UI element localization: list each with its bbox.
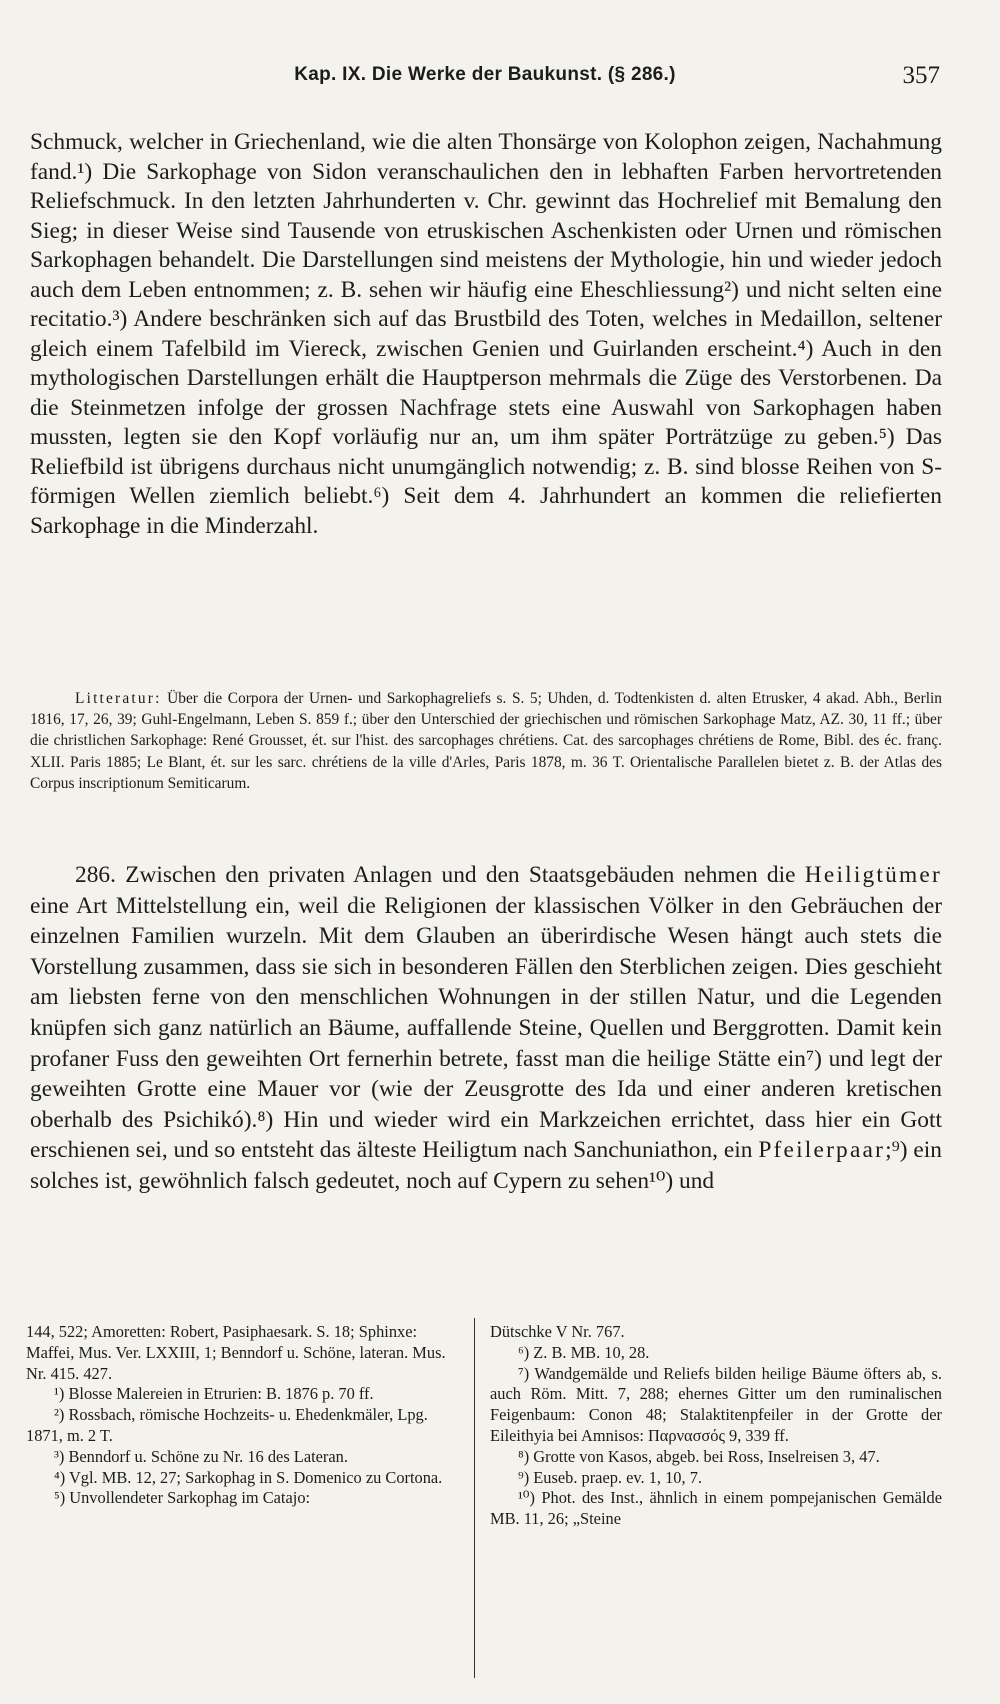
footnote-6: ⁶) Z. B. MB. 10, 28. (518, 1342, 650, 1362)
section-286 (30, 860, 942, 1197)
section-number: 286. (75, 862, 116, 888)
literature-note (30, 688, 942, 794)
footnote-continuation: 144, 522; Amoretten: Robert, Pasiphaesark. S. 18; Sphinxe: Maffei, Mus. Ver. LXXIII, 1; Benndorf u. Schöne, lateran. Mus. Nr. 415. 427. (26, 1322, 446, 1383)
section-text-b: ;⁹) ein solches ist, gewöhnlich falsch gedeutet, noch auf Cypern zu sehen¹⁰) und (30, 1137, 942, 1194)
paragraph-sarcophagi: Schmuck, welcher in Griechenland, wie die alten Thonsärge von Kolophon zeigen, Nachahmung fand.¹) Die Sarkophage von Sidon veranschaulichen den in lebhaften Farben hervortretenden Reliefschmuck. In den letzten Jahrhunderten v. Chr. gewinnt das Hochrelief mit Bemalung den Sieg; in dieser Weise sind Tausende von etruskischen Aschenkisten oder Urnen und römischen Sarkophagen behandelt. Die Darstellungen sind meistens der Mythologie, hin und wieder jedoch auch dem Leben entnommen; z. B. sehen wir häufig eine Eheschliessung²) und nicht selten eine recitatio.³) Andere beschränken sich auf das Brustbild des Toten, welches in Medaillon, seltener gleich einem Tafelbild im Viereck, zwischen Genien und Guirlanden erscheint.⁴) Auch in den mythologischen Darstellungen erhält die Hauptperson mehrmals die Züge des Verstorbenen. Da die Steinmetzen infolge der grossen Nachfrage stets eine Auswahl von Sarkophagen haben mussten, legten sie den Kopf vorläufig nur an, um ihm später Porträtzüge zu geben.⁵) Das Reliefbild ist übrigens durchaus nicht unumgänglich notwendig; z. B. sind blosse Reihen von S-förmigen Wellen ziemlich beliebt.⁶) Seit dem 4. Jahrhundert an kommen die reliefierten Sarkophage in die Minderzahl. (30, 129, 942, 539)
footnotes-left-column (26, 1322, 454, 1509)
literature-text: Über die Corpora der Urnen- und Sarkophagreliefs s. S. 5; Uhden, d. Todtenkisten d. alten Etrusker, 4 akad. Abh., Berlin 1816, 17, 26, 39; Guhl-Engelmann, Leben S. 859 f.; über den Unterschied der griechischen und römischen Sarkophage Matz, AZ. 30, 11 ff.; über die christlichen Sarkophage: René Grousset, ét. sur l'hist. des sarcophages chrétiens. Cat. des sarcophages chrétiens de Rome, Bibl. des éc. franç. XLII. Paris 1885; Le Blant, ét. sur les sarc. chrétiens de la ville d'Arles, Paris 1878, m. 36 T. Orientalische Parallelen bietet z. B. der Atlas des Corpus inscriptionum Semiticarum. (30, 690, 942, 792)
footnote-9: ⁹) Euseb. praep. ev. 1, 10, 7. (518, 1467, 702, 1487)
footnote-4: ⁴) Vgl. MB. 12, 27; Sarkophag in S. Domenico zu Cortona. (54, 1467, 443, 1487)
page-header (30, 62, 940, 98)
footnote-continuation-right: Dütschke V Nr. 767. (490, 1322, 625, 1341)
footnote-7: ⁷) Wandgemälde und Reliefs bilden heilige Bäume öfters ab, s. auch Röm. Mitt. 7, 288; ehernes Gitter um den ruminalischen Feigenbaum: Conon 48; Stalaktitenpfeiler in der Grotte der Eileithyia bei Amnisos: Παρνασσός 9, 339 ff. (490, 1363, 942, 1445)
footnote-column-divider (474, 1318, 475, 1678)
footnote-1: ¹) Blosse Malereien in Etrurien: B. 1876 p. 70 ff. (54, 1384, 374, 1404)
footnote-3: ³) Benndorf u. Schöne zu Nr. 16 des Lateran. (54, 1446, 348, 1466)
section-intro: Zwischen den privaten Anlagen und den Staatsgebäuden nehmen die (125, 862, 796, 888)
section-text-a: eine Art Mittelstellung ein, weil die Religionen der klassischen Völker in den Gebräuchen der einzelnen Familien wurzeln. Mit dem Glauben an überirdische Wesen hängt auch stets die Vorstellung zusammen, dass sie sich in besonderen Fällen den Sterblichen zeigen. Dies geschieht am liebsten ferne von den menschlichen Wohnungen in der stillen Natur, und die Legenden knüpfen sich ganz natürlich an Bäume, auffallende Steine, Quellen und Berggrotten. Damit kein profaner Fuss den geweihten Ort fernerhin betrete, fasst man die heilige Stätte ein⁷) und legt der geweihten Grotte eine Mauer vor (wie der Zeusgrotte des Ida und einer anderen kretischen oberhalb des Psichikó).⁸) Hin und wieder wird ein Markzeichen errichtet, dass hier ein Gott erschienen sei, und so entsteht das älteste Heiligtum nach Sanchuniathon, ein (30, 892, 942, 1164)
page-number: 357 (902, 62, 940, 89)
footnote-2: ²) Rossbach, römische Hochzeits- u. Ehedenkmäler, Lpg. 1871, m. 2 T. (26, 1405, 428, 1445)
section-term-heiligtuemer: Heiligtümer (804, 862, 942, 888)
body-paragraph (30, 128, 942, 541)
footnote-10: ¹⁰) Phot. des Inst., ähnlich in einem pompejanischen Gemälde MB. 11, 26; „Steine (490, 1488, 942, 1529)
literature-label: Litteratur: (75, 690, 162, 707)
footnote-8: ⁸) Grotte von Kasos, abgeb. bei Ross, Inselreisen 3, 47. (518, 1446, 880, 1466)
footnotes-right-column (490, 1322, 942, 1530)
section-term-pfeilerpaar: Pfeilerpaar (758, 1137, 886, 1164)
running-head: Kap. IX. Die Werke der Baukunst. (§ 286.) (294, 64, 676, 85)
footnote-5: ⁵) Unvollendeter Sarkophag im Catajo: (54, 1488, 311, 1508)
